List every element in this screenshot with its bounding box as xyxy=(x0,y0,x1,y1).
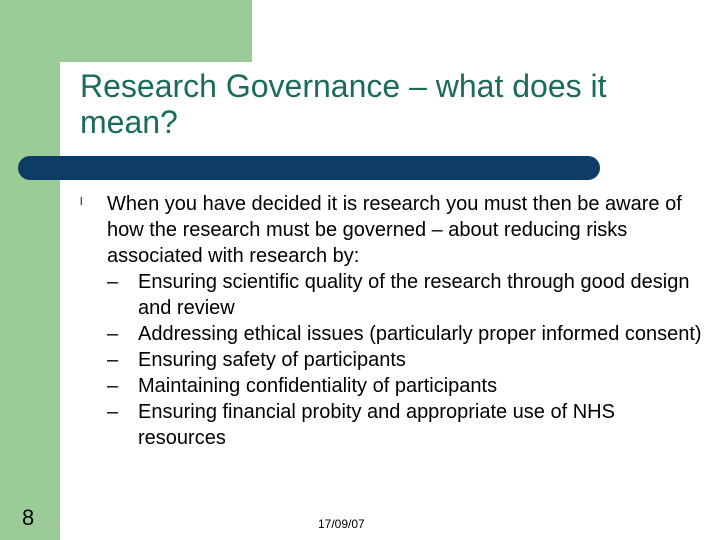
slide-number: 8 xyxy=(22,505,35,530)
slide-title: Research Governance – what does it mean? xyxy=(80,68,607,140)
dash-icon: – xyxy=(107,271,119,293)
dash-icon: – xyxy=(107,349,119,371)
slide-body xyxy=(107,191,707,451)
list-item xyxy=(107,321,707,347)
list-item xyxy=(107,373,707,399)
list-item xyxy=(107,269,707,321)
list-item-text: Ensuring financial probity and appropriate use of NHS resources xyxy=(138,401,615,449)
sub-bullet-list xyxy=(107,269,707,451)
dash-icon: – xyxy=(107,323,119,345)
bullet-icon: l xyxy=(80,196,83,208)
footer-date: 17/09/07 xyxy=(318,517,365,531)
dash-icon: – xyxy=(107,401,119,423)
list-item xyxy=(107,399,707,451)
left-accent-band xyxy=(0,0,60,540)
list-item-text: Ensuring safety of participants xyxy=(138,349,406,371)
list-item-text: Maintaining confidentiality of participants xyxy=(138,375,498,397)
top-accent-band xyxy=(0,0,252,62)
list-item-text: Ensuring scientific quality of the research through good design and review xyxy=(138,271,690,319)
dash-icon: – xyxy=(107,375,119,397)
main-bullet-text: When you have decided it is research you must then be aware of how the research must be governed – about reducing risks associated with research by: xyxy=(107,193,682,267)
list-item-text: Addressing ethical issues (particularly proper informed consent) xyxy=(138,323,702,345)
list-item xyxy=(107,347,707,373)
title-underline-bar xyxy=(18,156,600,180)
